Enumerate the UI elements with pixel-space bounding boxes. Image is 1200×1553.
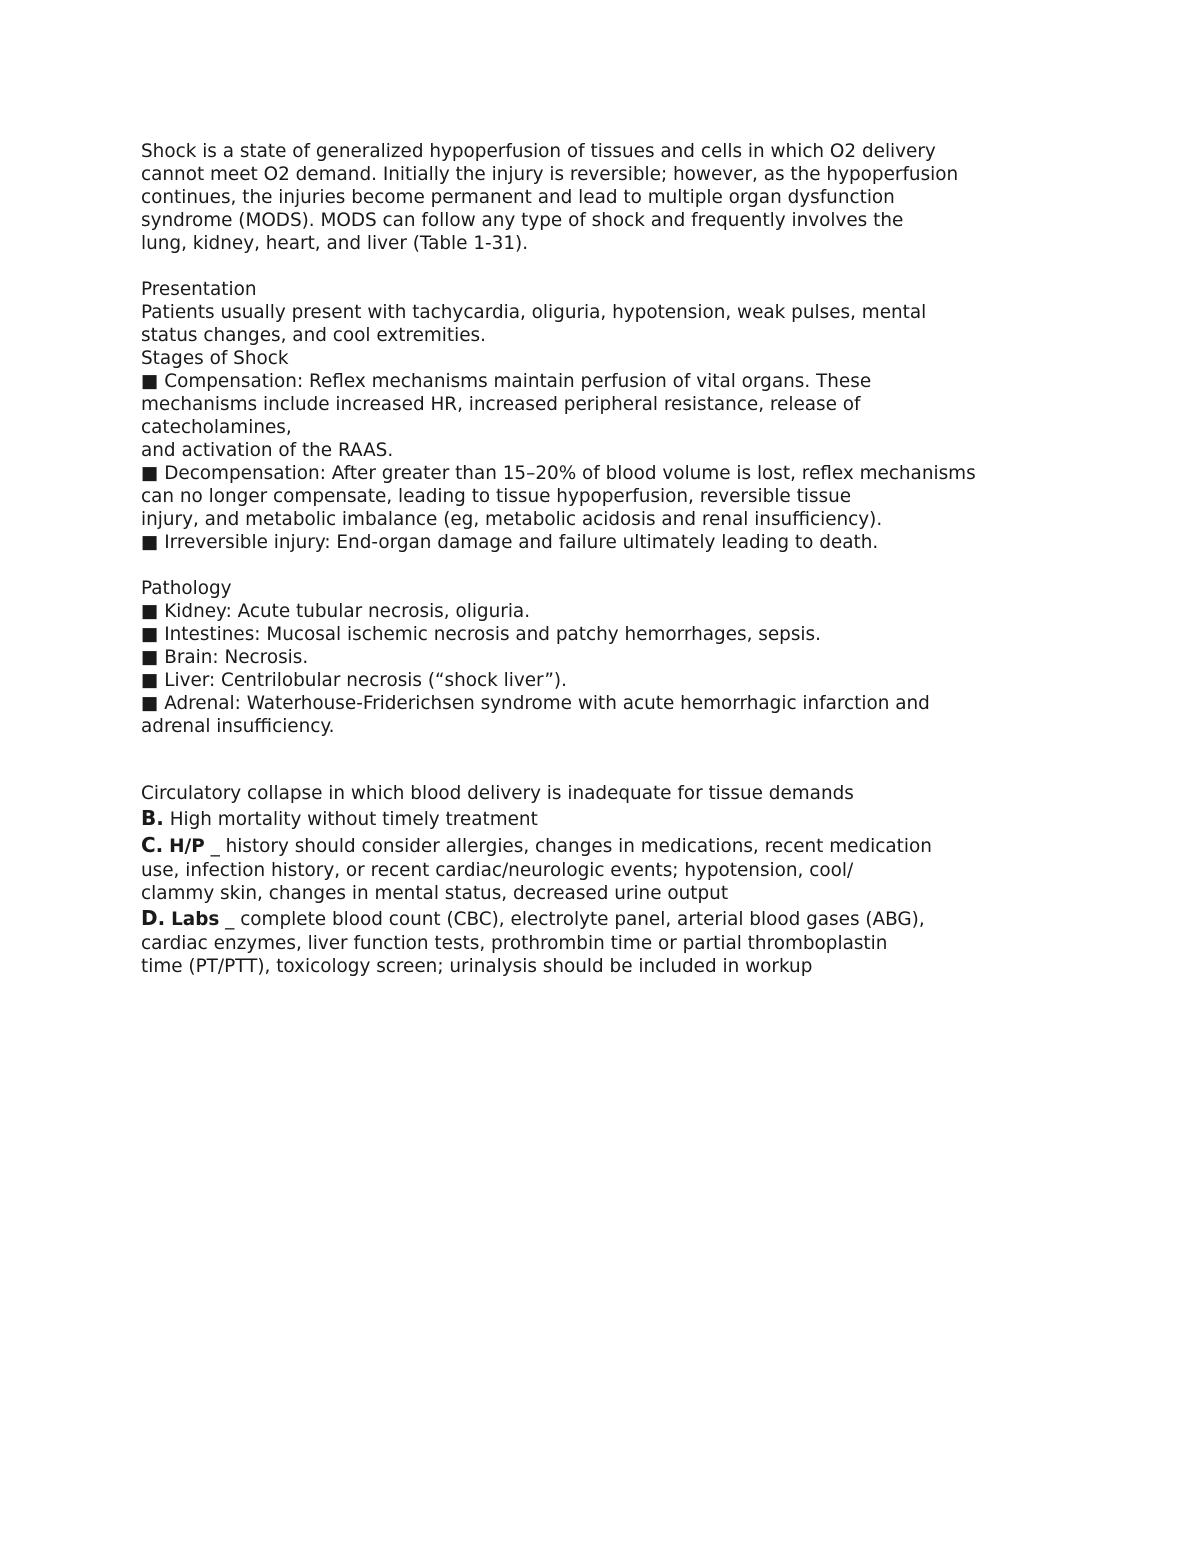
spacer	[141, 738, 1061, 782]
presentation-line: Patients usually present with tachycardia, oliguria, hypotension, weak pulses, mental	[141, 302, 927, 323]
item-c-line: clammy skin, changes in mental status, decreased urine output	[141, 883, 729, 904]
item-c-text: _ history should consider allergies, changes in medications, recent medication	[204, 836, 932, 857]
stages-line: ■ Compensation: Reflex mechanisms maintain perfusion of vital organs. These	[141, 371, 872, 392]
summary-section	[141, 782, 1061, 978]
pathology-heading: Pathology	[141, 578, 232, 599]
item-d-line: cardiac enzymes, liver function tests, prothrombin time or partial thromboplastin	[141, 933, 888, 954]
pathology-line: ■ Brain: Necrosis.	[141, 647, 309, 668]
item-d-sublabel: Labs	[171, 909, 220, 930]
item-c-sublabel: H/P	[169, 836, 205, 857]
item-c-line: use, infection history, or recent cardiac/neurologic events; hypotension, cool/	[141, 860, 854, 881]
pathology-line: ■ Adrenal: Waterhouse-Friderichsen syndrome with acute hemorrhagic infarction and	[141, 693, 930, 714]
item-b-text: High mortality without timely treatment	[163, 809, 538, 830]
summary-item-d	[141, 906, 1061, 932]
summary-item-b	[141, 806, 1061, 832]
item-c-label: C.	[141, 833, 164, 857]
stages-line: catecholamines,	[141, 417, 292, 438]
stages-line: mechanisms include increased HR, increased peripheral resistance, release of	[141, 394, 861, 415]
stages-line: injury, and metabolic imbalance (eg, metabolic acidosis and renal insufficiency).	[141, 509, 883, 530]
item-b-label: B.	[141, 806, 164, 830]
intro-line: syndrome (MODS). MODS can follow any type of shock and frequently involves the	[141, 210, 904, 231]
summary-item-c	[141, 833, 1061, 859]
stages-section	[141, 347, 1061, 554]
item-d-text: _ complete blood count (CBC), electrolyte panel, arterial blood gases (ABG),	[219, 909, 925, 930]
spacer	[141, 554, 1061, 577]
spacer	[141, 255, 1061, 278]
pathology-line: adrenal insufficiency.	[141, 716, 335, 737]
document-page	[141, 140, 1061, 978]
intro-line: lung, kidney, heart, and liver (Table 1-31).	[141, 233, 529, 254]
pathology-line: ■ Intestines: Mucosal ischemic necrosis and patchy hemorrhages, sepsis.	[141, 624, 821, 645]
pathology-section	[141, 577, 1061, 738]
stages-line: ■ Decompensation: After greater than 15–20% of blood volume is lost, reflex mechanisms	[141, 463, 976, 484]
intro-paragraph	[141, 140, 1061, 255]
summary-line-a: Circulatory collapse in which blood delivery is inadequate for tissue demands	[141, 783, 854, 804]
pathology-line: ■ Kidney: Acute tubular necrosis, oliguria.	[141, 601, 531, 622]
intro-line: continues, the injuries become permanent and lead to multiple organ dysfunction	[141, 187, 895, 208]
presentation-section	[141, 278, 1061, 347]
item-d-label: D.	[141, 906, 166, 930]
stages-line: can no longer compensate, leading to tissue hypoperfusion, reversible tissue	[141, 486, 852, 507]
stages-line: and activation of the RAAS.	[141, 440, 394, 461]
stages-line: ■ Irreversible injury: End-organ damage and failure ultimately leading to death.	[141, 532, 879, 553]
pathology-line: ■ Liver: Centrilobular necrosis (“shock liver”).	[141, 670, 567, 691]
intro-line: Shock is a state of generalized hypoperfusion of tissues and cells in which O2 delivery	[141, 141, 936, 162]
presentation-line: status changes, and cool extremities.	[141, 325, 486, 346]
presentation-heading: Presentation	[141, 279, 257, 300]
intro-line: cannot meet O2 demand. Initially the injury is reversible; however, as the hypoperfusion	[141, 164, 959, 185]
stages-heading: Stages of Shock	[141, 348, 289, 369]
item-d-line: time (PT/PTT), toxicology screen; urinalysis should be included in workup	[141, 956, 813, 977]
